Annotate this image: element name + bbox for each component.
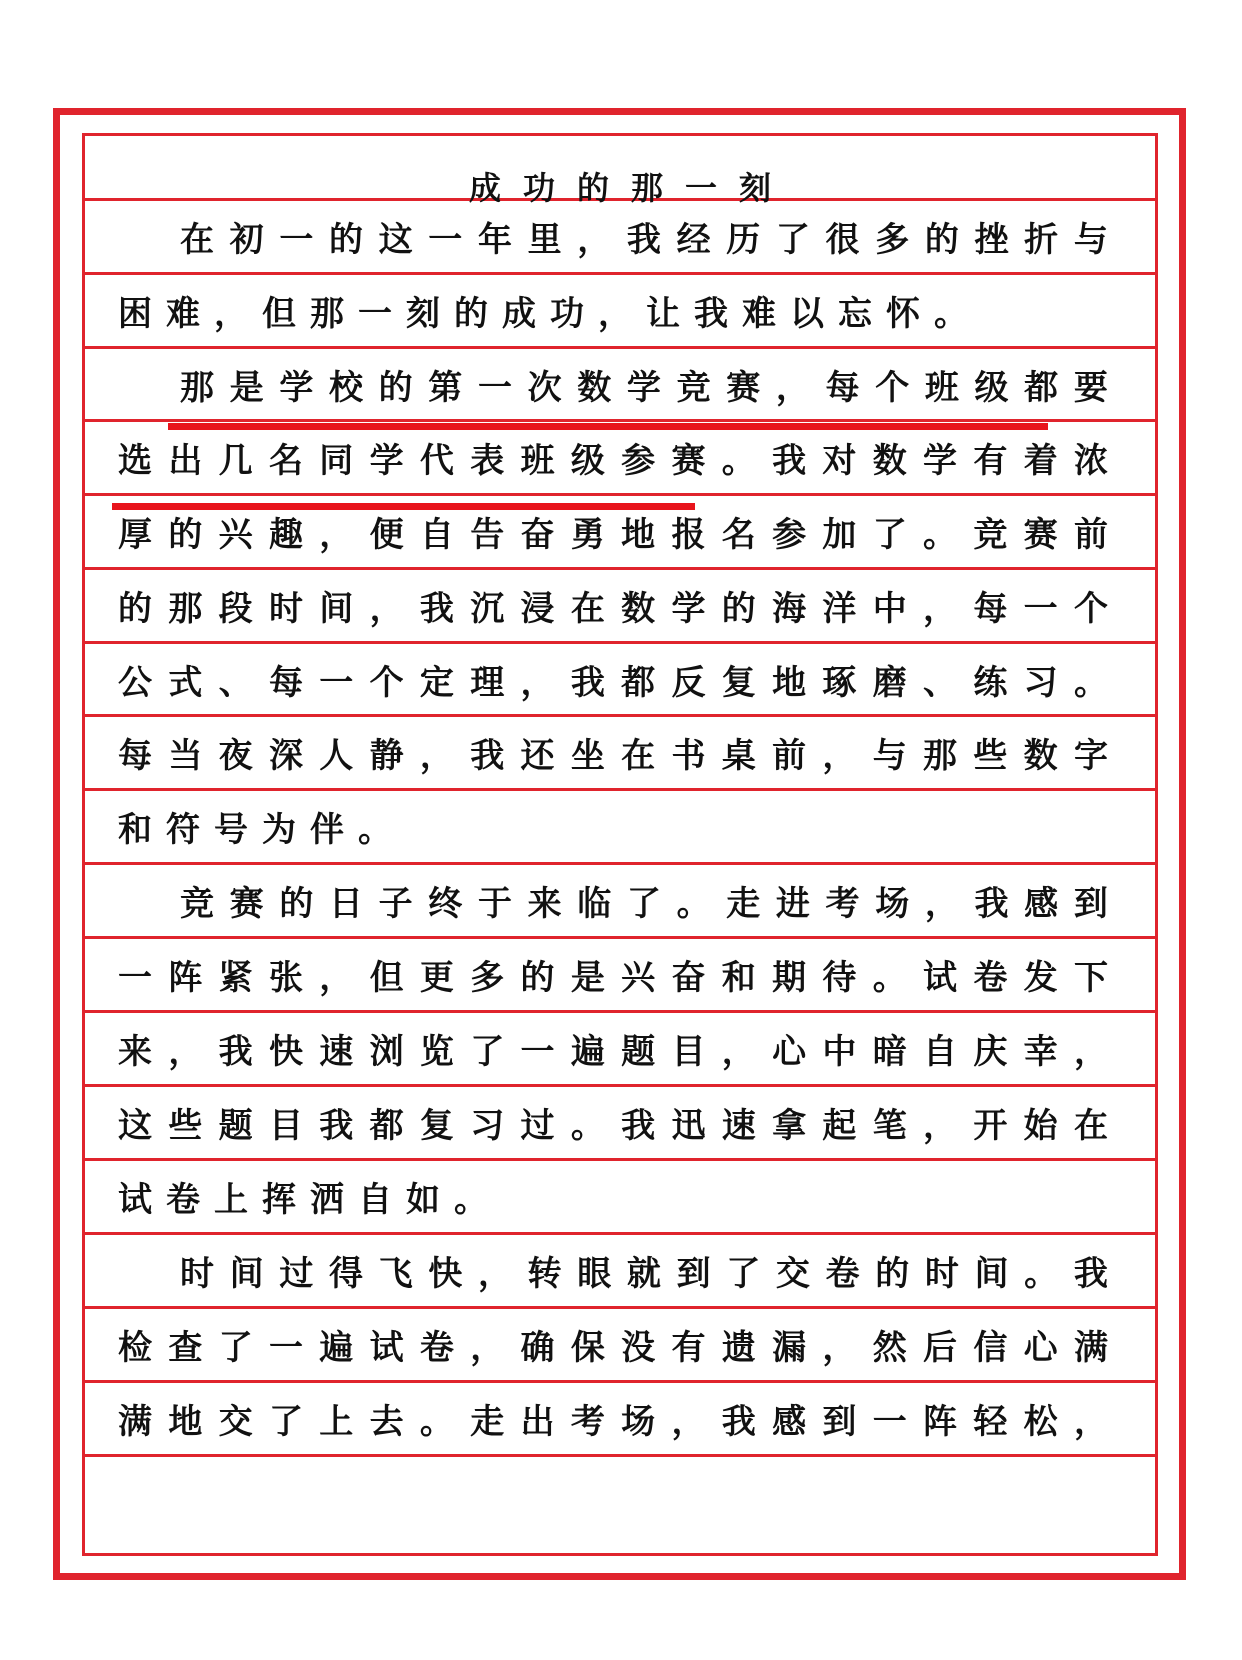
essay-line: 一 阵 紧 张 ， 但 更 多 的 是 兴 奋 和 期 待 。 试 卷 发 下 <box>118 958 1108 998</box>
essay-line: 公 式 、 每 一 个 定 理 ， 我 都 反 复 地 琢 磨 、 练 习 。 <box>118 663 1108 703</box>
title-char: 一 <box>685 168 718 207</box>
essay-line: 每 当 夜 深 人 静 ， 我 还 坐 在 书 桌 前 ， 与 那 些 数 字 <box>118 736 1108 776</box>
essay-line: 检 查 了 一 遍 试 卷 ， 确 保 没 有 遗 漏 ， 然 后 信 心 满 <box>118 1328 1108 1368</box>
title-char: 功 <box>522 168 555 207</box>
essay-line: 那 是 学 校 的 第 一 次 数 学 竞 赛 ， 每 个 班 级 都 要 <box>180 368 1108 408</box>
essay-line: 这 些 题 目 我 都 复 习 过 。 我 迅 速 拿 起 笔 ， 开 始 在 <box>118 1106 1108 1146</box>
essay-line: 来 ， 我 快 速 浏 览 了 一 遍 题 目 ， 心 中 暗 自 庆 幸 ， <box>118 1032 1108 1072</box>
title-char: 的 <box>576 168 609 207</box>
essay-line: 竞 赛 的 日 子 终 于 来 临 了 。 走 进 考 场 ， 我 感 到 <box>180 884 1108 924</box>
essay-line: 满 地 交 了 上 去 。 走 出 考 场 ， 我 感 到 一 阵 轻 松 ， <box>118 1402 1108 1442</box>
essay-line: 在 初 一 的 这 一 年 里 ， 我 经 历 了 很 多 的 挫 折 与 <box>180 220 1108 260</box>
title-char: 成 <box>468 168 501 207</box>
title-char: 那 <box>631 168 664 207</box>
highlight-underline-1 <box>168 423 1048 430</box>
highlight-underline-2 <box>112 503 695 510</box>
essay-line: 选 出 几 名 同 学 代 表 班 级 参 赛 。 我 对 数 学 有 着 浓 <box>118 441 1108 481</box>
essay-line: 试 卷 上 挥 洒 自 如 。 <box>118 1180 488 1220</box>
essay-line: 和 符 号 为 伴 。 <box>118 810 392 850</box>
essay-line: 困 难 ， 但 那 一 刻 的 成 功 ， 让 我 难 以 忘 怀 。 <box>118 294 968 334</box>
essay-line: 时 间 过 得 飞 快 ， 转 眼 就 到 了 交 卷 的 时 间 。 我 <box>180 1254 1108 1294</box>
title-char: 刻 <box>739 168 772 207</box>
essay-line: 厚 的 兴 趣 ， 便 自 告 奋 勇 地 报 名 参 加 了 。 竞 赛 前 <box>118 515 1108 555</box>
essay-line: 的 那 段 时 间 ， 我 沉 浸 在 数 学 的 海 洋 中 ， 每 一 个 <box>118 589 1108 629</box>
